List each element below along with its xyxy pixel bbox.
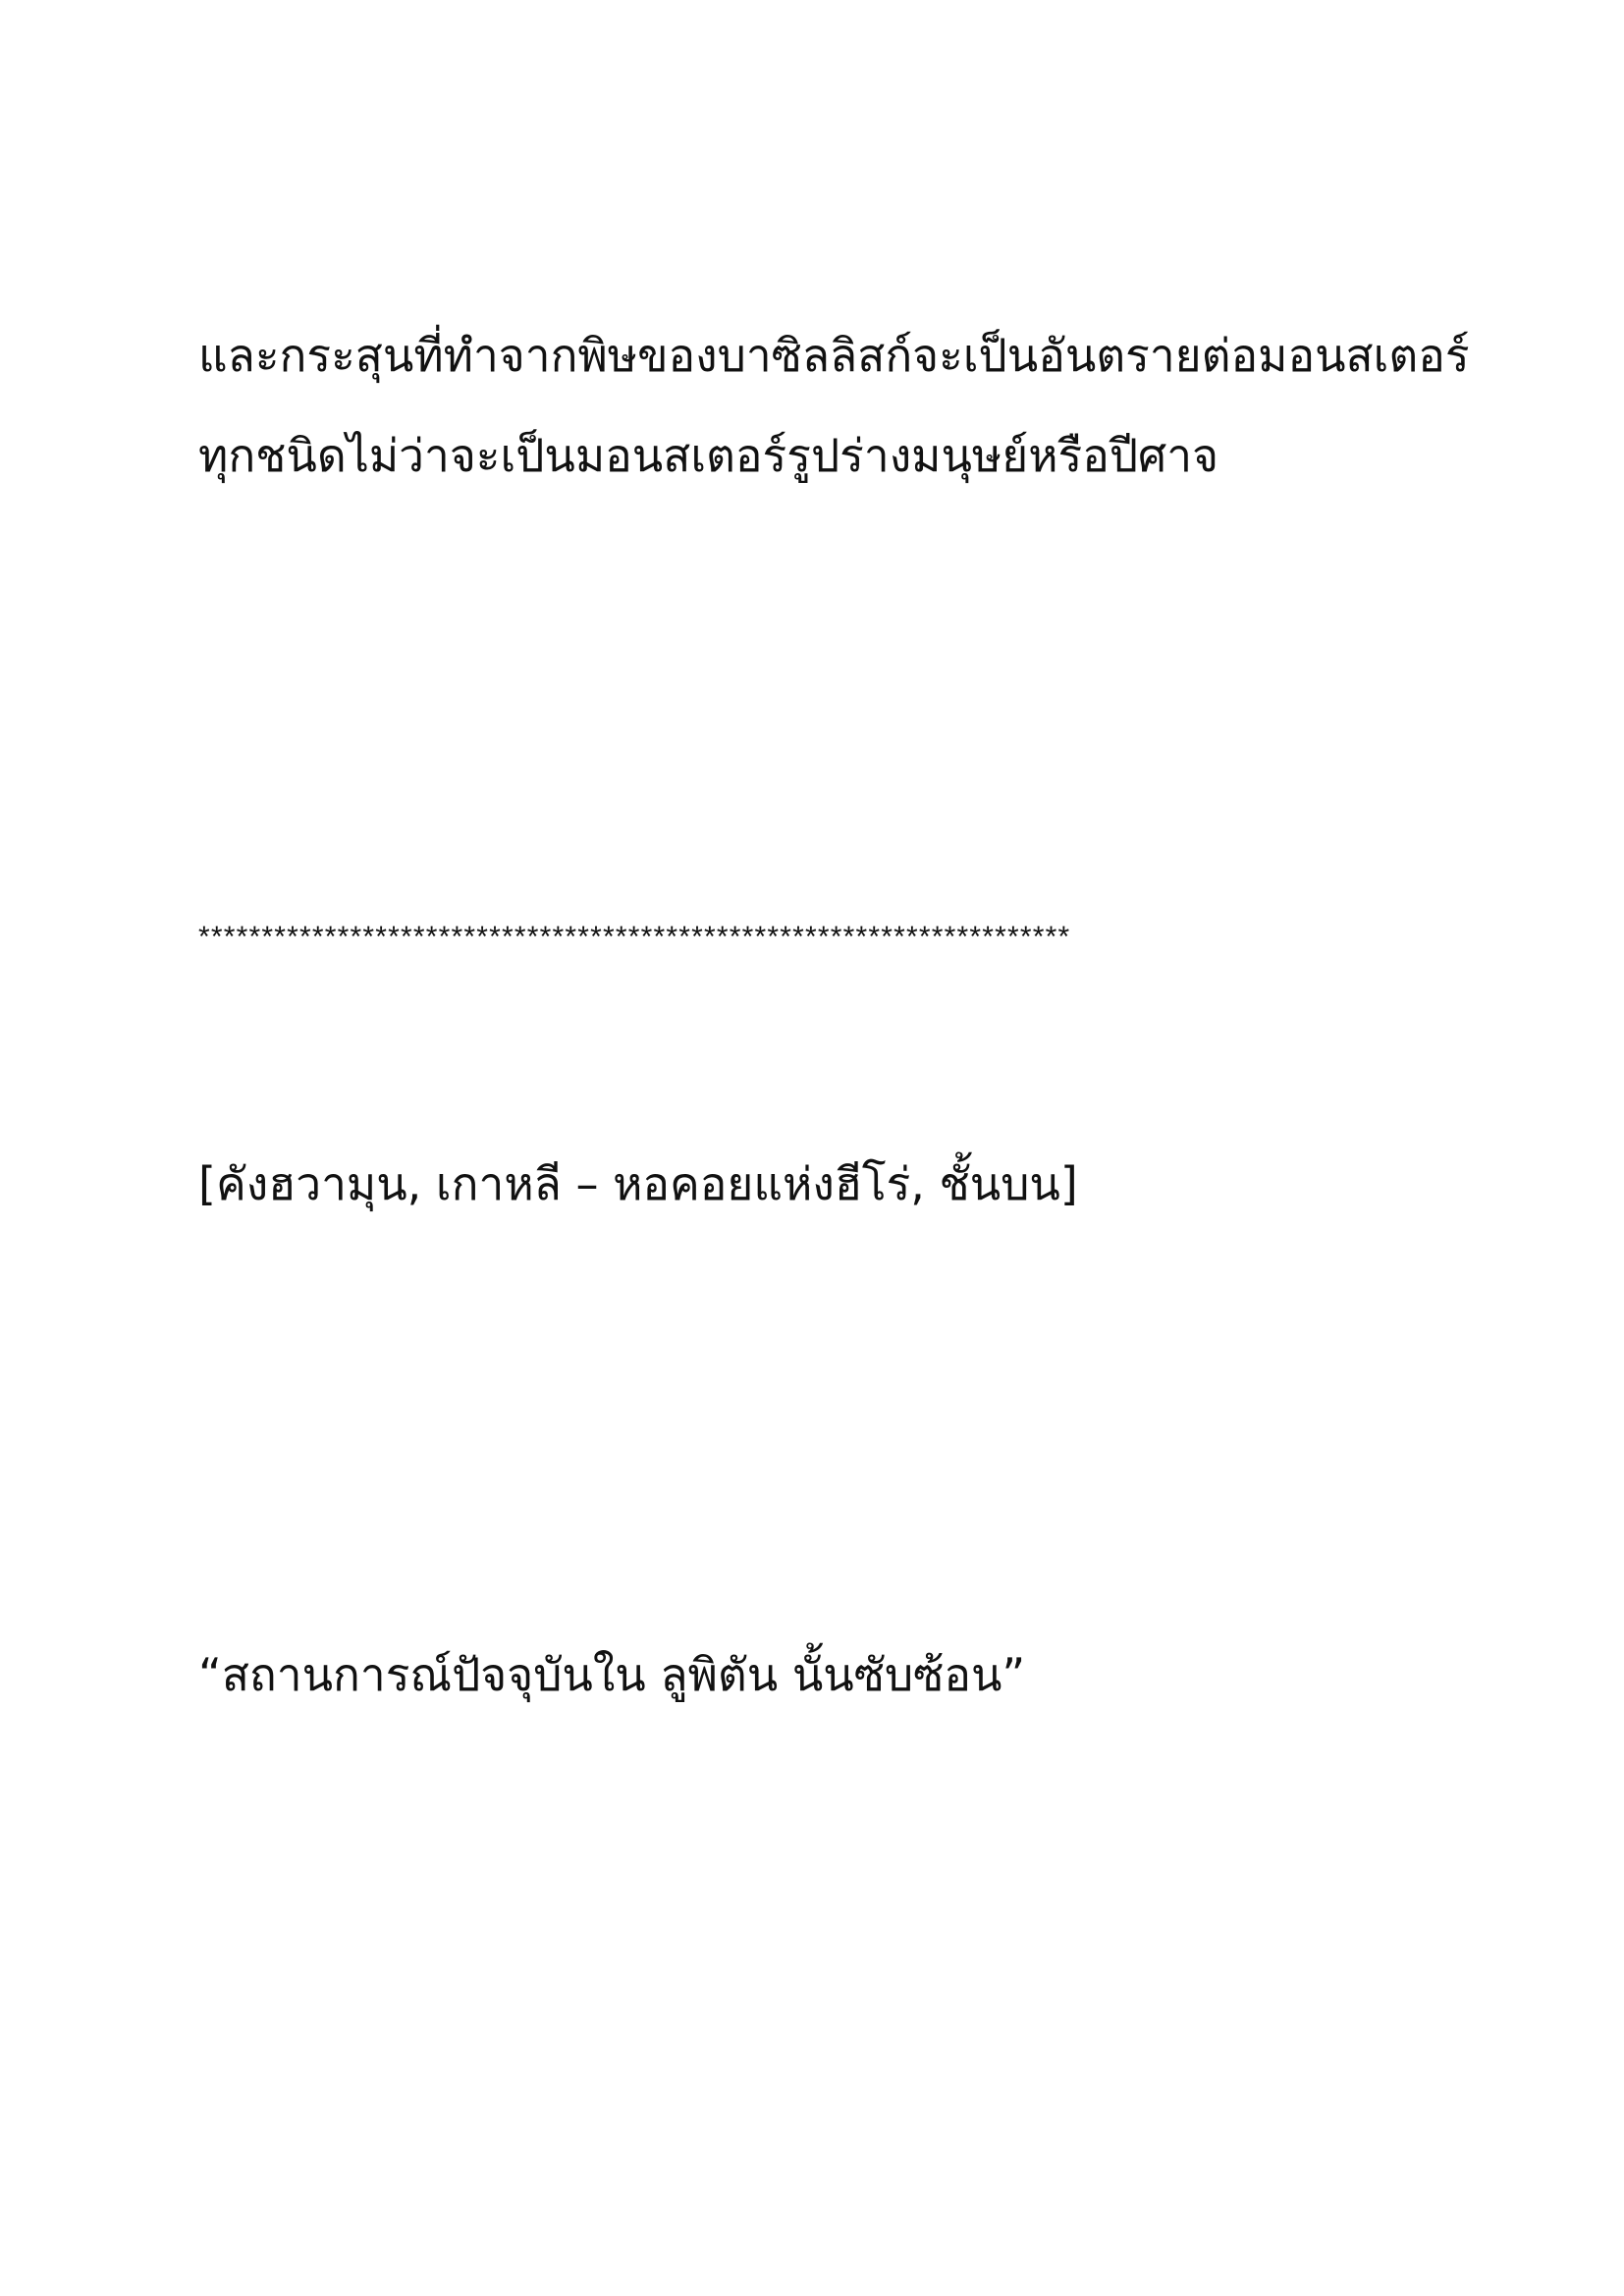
dialogue-quote: “สถานการณ์ปัจจุบันใน ลูพิตัน นั้นซับซ้อน” xyxy=(198,1648,1026,1701)
paragraph-line-1: และกระสุนที่ทำจากพิษของบาซิลลิสก์จะเป็นอันตรายต่อมอนสเตอร์ xyxy=(198,329,1470,382)
section-separator: ********************************************************************* xyxy=(198,921,1071,953)
paragraph-line-2: ทุกชนิดไม่ว่าจะเป็นมอนสเตอร์รูปร่างมนุษย์หรือปีศาจ xyxy=(198,429,1219,482)
location-heading: [คังฮวามุน, เกาหลี – หอคอยแห่งฮีโร่, ชั้นบน] xyxy=(198,1157,1078,1210)
